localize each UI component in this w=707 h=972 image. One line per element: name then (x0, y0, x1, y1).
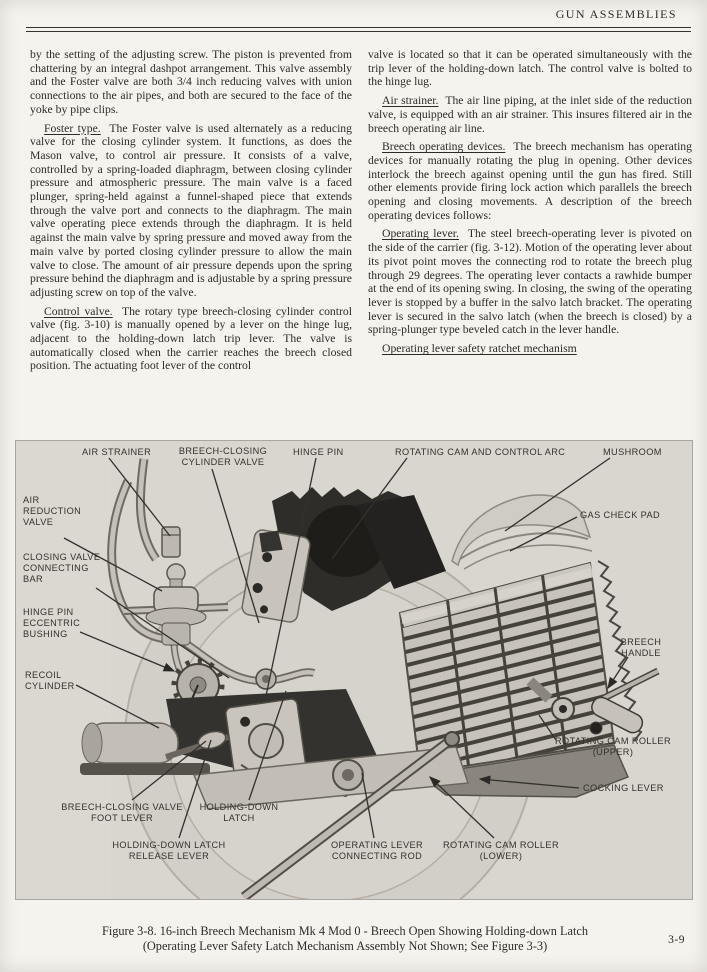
paragraph-air-strainer: Air strainer. The air line piping, at the inlet side of the reduction valve, is equipped with an air strainer. This insures filtered air in the breech operating air line. (368, 94, 693, 135)
figure-3-8 (16, 441, 692, 899)
figure-label-closing-valve-connecting-bar: CLOSING VALVE CONNECTING BAR (23, 552, 101, 585)
figure-caption (0, 924, 690, 954)
figure-label-breech-closing-valve-foot-lever: BREECH-CLOSING VALVE FOOT LEVER (61, 802, 183, 824)
figure-illustration (16, 441, 692, 899)
figure-label-recoil-cylinder: RECOIL CYLINDER (25, 670, 75, 692)
paragraph-breech-operating-devices: Breech operating devices. The breech mechanism has operating devices for manually rotating the plug in opening. Other devices interlock the breech against opening until the gun has fired. Still other elements provide firing lock action which parallels the breech opening and closing movements. A description of the breech operating devices follows: (368, 140, 692, 222)
figure-caption-line2: (Operating Lever Safety Latch Mechanism Assembly Not Shown; See Figure 3-3) (142, 939, 548, 953)
figure-label-air-reduction-valve: AIR REDUCTION VALVE (23, 495, 82, 528)
figure-label-breech-closing-cylinder-valve: BREECH-CLOSING CYLINDER VALVE (178, 446, 268, 468)
figure-label-holding-down-latch-release-lever: HOLDING-DOWN LATCH RELEASE LEVER (112, 840, 226, 862)
paragraph: valve is located so that it can be operated simultaneously with the trip lever of the holding-down latch. The control valve is bolted to the hinge lug. (368, 48, 692, 89)
paragraph-foster-type: Foster type. The Foster valve is used alternately as a reducing valve for the closing cylinder system. It functions, as does the Mason valve, to control air pressure. It consists of a valve, controlled by a spring-loaded diaphragm, between closing cylinder pressure and atmospheric pressure. The main valve is a faced plunger, spring-held against a funnel-shaped piece that extends through the valve port and connects to the diaphragm. The main valve operating piece extends through the diaphragm. It is held against the main valve by spring pressure and moved away from the main valve by ported closing cylinder pressure to allow the main valve to close. The amount of air pressure depends upon the spring pressure behind the diaphragm and is adjustable by a spring pressure adjusting screw on top of the valve. (30, 121, 352, 299)
paragraph-control-valve: Control valve. The rotary type breech-closing cylinder control valve (fig. 3-10) is manually opened by a lever on the hinge lug, adjacent to the holding-down latch trip lever. The valve is automatically closed when the carrier reaches the breech closed position. The actuating foot lever of the control (30, 304, 352, 373)
figure-label-operating-lever-connecting-rod: OPERATING LEVER CONNECTING ROD (330, 840, 424, 862)
running-header: GUN ASSEMBLIES (555, 7, 677, 21)
right-column (368, 48, 692, 367)
figure-label-breech-handle: BREECH HANDLE (620, 637, 662, 659)
left-column (30, 48, 352, 378)
figure-caption-line1: Figure 3-8. 16-inch Breech Mechanism Mk 4 Mod 0 - Breech Open Showing Holding-down Latch (102, 924, 588, 938)
subheading-safety-ratchet: Operating lever safety ratchet mechanism (382, 342, 577, 356)
header-rule (26, 27, 691, 32)
figure-label-rotating-cam-and-control-arc: ROTATING CAM AND CONTROL ARC (395, 447, 566, 457)
page-number: 3-9 (668, 934, 685, 946)
paragraph: by the setting of the adjusting screw. The piston is prevented from chattering by an integral dashpot arrangement. This valve assembly and the Foster valve are both 3/4 inch reducing valves with union connections to the air pipes, and both are secured to the face of the yoke by pipe clips. (30, 48, 352, 116)
figure-label-holding-down-latch: HOLDING-DOWN LATCH (199, 802, 279, 824)
figure-label-hinge-pin-eccentric-bushing: HINGE PIN ECCENTRIC BUSHING (23, 607, 81, 640)
figure-label-cocking-lever: COCKING LEVER (583, 783, 664, 793)
figure-label-rotating-cam-roller-upper: ROTATING CAM ROLLER (UPPER) (555, 736, 671, 758)
figure-label-hinge-pin: HINGE PIN (293, 447, 344, 457)
paragraph-operating-lever: Operating lever. The steel breech-operating lever is pivoted on the side of the carrier (fig. 3-12). Motion of the operating lever about its pivot point moves the connecting rod to rotate the breech plug through 29 degrees. The operating lever contacts a rawhide bumper at the end of its opening swing. In closing, the swing of the operating lever is stopped by a buffer in the salvo latch bracket. The operating lever is secured in the salvo latch (when the breech is closed) by a spring-plunger type beveled catch in the lever handle. (368, 227, 693, 337)
figure-label-rotating-cam-roller-lower: ROTATING CAM ROLLER (LOWER) (443, 840, 559, 862)
figure-label-gas-check-pad: GAS CHECK PAD (580, 510, 661, 520)
figure-label-mushroom: MUSHROOM (603, 447, 662, 457)
air-strainer-shape (162, 527, 180, 557)
figure-label-air-strainer: AIR STRAINER (82, 447, 152, 457)
